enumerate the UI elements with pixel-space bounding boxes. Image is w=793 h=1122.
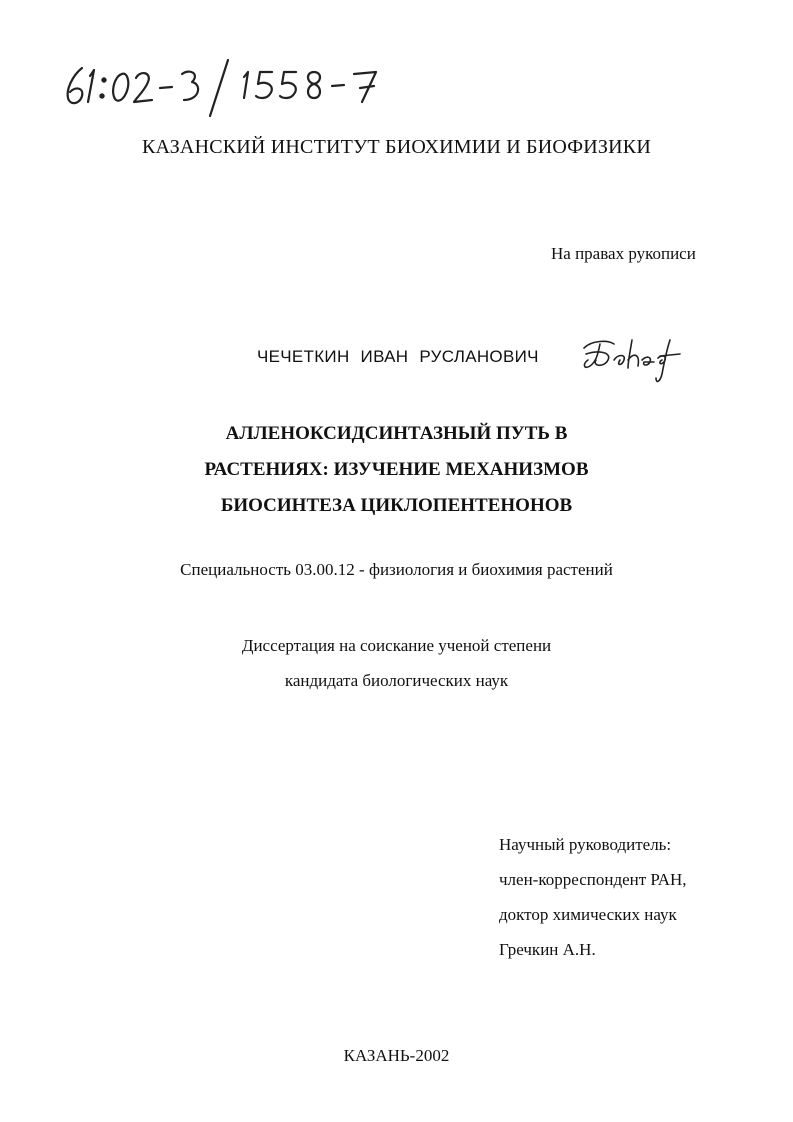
handwritten-archive-code [60,50,390,120]
degree-line: Диссертация на соискание ученой степени [241,636,552,655]
title-line: РАСТЕНИЯХ: ИЗУЧЕНИЕ МЕХАНИЗМОВ [204,459,589,480]
degree-line: кандидата биологических наук [284,671,509,690]
supervisor-block [499,827,687,967]
supervisor-name: Гречкин А.Н. [499,940,596,959]
supervisor-rank: член-корреспондент РАН, [499,870,687,889]
city-year: КАЗАНЬ-2002 [343,1046,450,1065]
dissertation-title [0,416,793,524]
supervisor-heading: Научный руководитель: [499,835,672,854]
title-line: БИОСИНТЕЗА ЦИКЛОПЕНТЕНОНОВ [220,495,573,516]
author-signature [578,330,690,388]
manuscript-note: На правах рукописи [551,244,696,263]
specialty-line: Специальность 03.00.12 - физиология и биохимия растений [180,560,613,579]
degree-statement [0,628,793,698]
supervisor-degree: доктор химических наук [499,905,677,924]
author-name: ЧЕЧЕТКИН ИВАН РУСЛАНОВИЧ [257,347,539,366]
title-line: АЛЛЕНОКСИДСИНТАЗНЫЙ ПУТЬ В [225,423,568,444]
institute-name: КАЗАНСКИЙ ИНСТИТУТ БИОХИМИИ И БИОФИЗИКИ [142,136,651,158]
